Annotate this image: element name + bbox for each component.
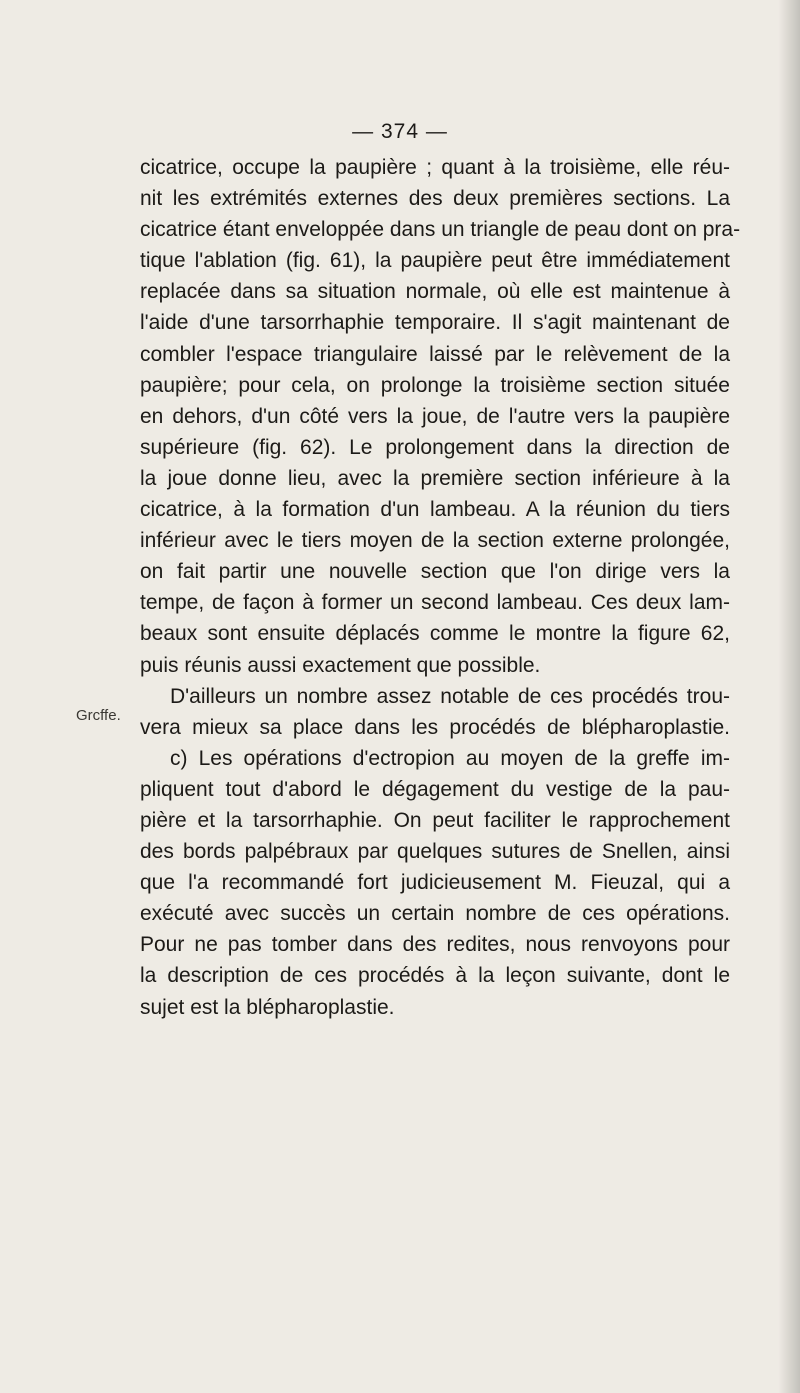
text-line: nit les extrémités externes des deux premières sections. La — [140, 187, 730, 211]
text-line: combler l'espace triangulaire laissé par le relèvement de la — [140, 342, 730, 366]
page-edge-shadow — [778, 0, 800, 1393]
text-line: supérieure (fig. 62). Le prolongement dans la direction de — [140, 435, 730, 459]
text-line: on fait partir une nouvelle section que l'on dirige vers la — [140, 560, 730, 584]
text-line: sujet est la blépharoplastie. — [140, 995, 395, 1019]
text-line: des bords palpébraux par quelques sutures de Snellen, ainsi — [140, 840, 730, 864]
text-line: cicatrice étant enveloppée dans un triangle de peau dont on pra- — [140, 218, 741, 242]
text-line: beaux sont ensuite déplacés comme le montre la figure 62, — [140, 622, 730, 646]
text-line: l'aide d'une tarsorrhaphie temporaire. Il s'agit maintenant de — [140, 311, 730, 335]
text-line: la description de ces procédés à la leçon suivante, dont le — [140, 964, 730, 988]
text-line: que l'a recommandé fort judicieusement M. Fieuzal, qui a — [140, 871, 730, 895]
text-line: c) Les opérations d'ectropion au moyen de la greffe im- — [170, 746, 730, 770]
text-line: pière et la tarsorrhaphie. On peut faciliter le rapprochement — [140, 808, 730, 832]
text-line: Pour ne pas tomber dans des redites, nous renvoyons pour — [140, 933, 730, 957]
text-line: vera mieux sa place dans les procédés de blépharoplastie. — [140, 715, 730, 739]
text-line: la joue donne lieu, avec la première section inférieure à la — [140, 466, 730, 490]
text-line: cicatrice, à la formation d'un lambeau. A la réunion du tiers — [140, 498, 730, 522]
text-line: tique l'ablation (fig. 61), la paupière peut être immédiatement — [140, 249, 730, 273]
text-line: tempe, de façon à former un second lambeau. Ces deux lam- — [140, 591, 730, 615]
text-line: en dehors, d'un côté vers la joue, de l'autre vers la paupière — [140, 404, 730, 428]
text-line: inférieur avec le tiers moyen de la section externe prolongée, — [140, 529, 730, 553]
text-line: replacée dans sa situation normale, où elle est maintenue à — [140, 280, 730, 304]
text-line: paupière; pour cela, on prolonge la troisième section située — [140, 373, 730, 397]
text-line: pliquent tout d'abord le dégagement du vestige de la pau- — [140, 777, 730, 801]
body-text — [140, 152, 741, 1023]
page-number: — 374 — — [352, 120, 448, 143]
text-line: exécuté avec succès un certain nombre de ces opérations. — [140, 902, 730, 926]
text-line: puis réunis aussi exactement que possible. — [140, 653, 541, 677]
margin-note: Grcffe. — [76, 707, 121, 724]
text-line: D'ailleurs un nombre assez notable de ces procédés trou- — [170, 684, 730, 708]
text-line: cicatrice, occupe la paupière ; quant à la troisième, elle réu- — [140, 156, 730, 179]
